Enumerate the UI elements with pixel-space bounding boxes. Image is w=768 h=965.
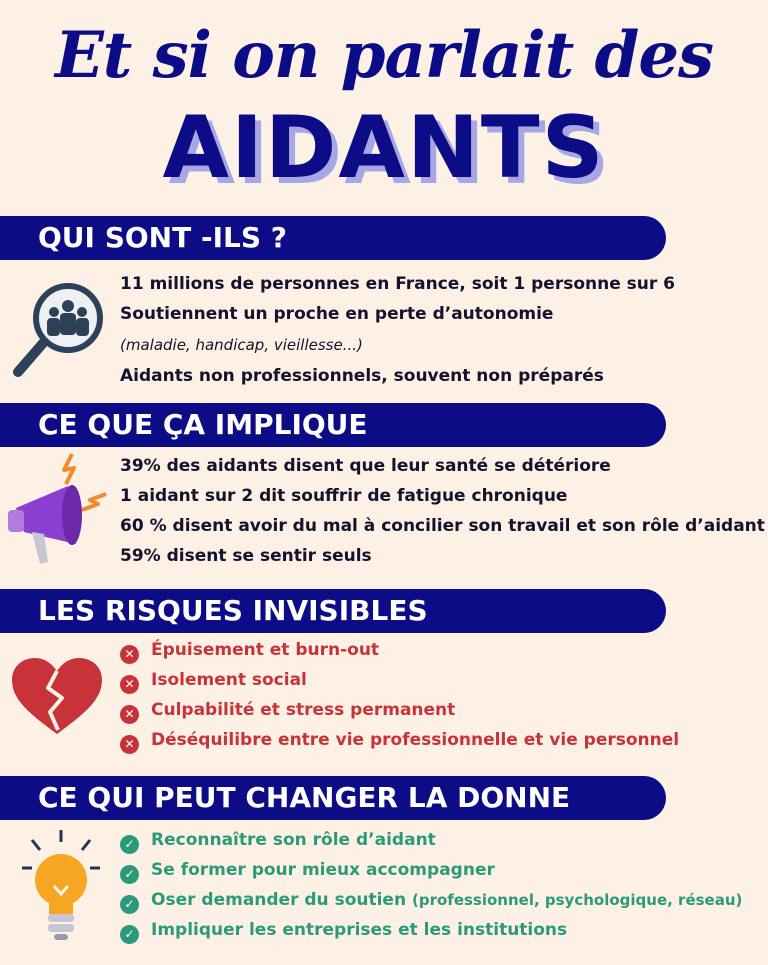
- cross-icon: ✕: [120, 735, 139, 754]
- list-item: 1 aidant sur 2 dit souffrir de fatigue chronique: [120, 486, 568, 506]
- megaphone-icon: [6, 452, 110, 570]
- solution-note: (professionnel, psychologique, réseau): [412, 891, 743, 909]
- title-main: AIDANTS: [162, 98, 606, 198]
- section-heading-les-risques-invisibles: LES RISQUES INVISIBLES: [0, 589, 666, 633]
- section-heading-ce-que-ca-implique: CE QUE ÇA IMPLIQUE: [0, 403, 666, 447]
- risk-item: ✕ Isolement social: [120, 670, 307, 694]
- cross-icon: ✕: [120, 705, 139, 724]
- section-heading-ce-qui-peut-changer-la-donne: CE QUI PEUT CHANGER LA DONNE: [0, 776, 666, 820]
- list-item: 59% disent se sentir seuls: [120, 546, 372, 566]
- list-item: Soutiennent un proche en perte d’autonomie: [120, 304, 554, 324]
- risk-item: ✕ Culpabilité et stress permanent: [120, 700, 455, 724]
- solution-item: ✓ Se former pour mieux accompagner: [120, 860, 495, 884]
- solution-item: ✓ Reconnaître son rôle d’aidant: [120, 830, 436, 854]
- check-icon: ✓: [120, 895, 139, 914]
- cross-icon: ✕: [120, 645, 139, 664]
- title-script: Et si on parlait des: [54, 18, 714, 93]
- list-item: Aidants non professionnels, souvent non préparés: [120, 366, 604, 386]
- risk-item: ✕ Déséquilibre entre vie professionnelle et vie personnel: [120, 730, 679, 754]
- cross-icon: ✕: [120, 675, 139, 694]
- risk-item: ✕ Épuisement et burn-out: [120, 640, 379, 664]
- section-heading-qui-sont-ils: QUI SONT -ILS ?: [0, 216, 666, 260]
- check-icon: ✓: [120, 835, 139, 854]
- list-item: 60 % disent avoir du mal à concilier son travail et son rôle d’aidant: [120, 516, 765, 536]
- list-item-note: (maladie, handicap, vieillesse...): [120, 336, 363, 354]
- list-item: 11 millions de personnes en France, soit 1 personne sur 6: [120, 274, 676, 294]
- solution-item: ✓ Impliquer les entreprises et les institutions: [120, 920, 567, 944]
- solution-item: ✓ Oser demander du soutien (professionnel, psychologique, réseau): [120, 890, 742, 914]
- list-item: 39% des aidants disent que leur santé se détériore: [120, 456, 611, 476]
- magnifier-people-icon: [10, 282, 106, 380]
- check-icon: ✓: [120, 925, 139, 944]
- broken-heart-icon: [10, 656, 104, 736]
- check-icon: ✓: [120, 865, 139, 884]
- lightbulb-icon: [20, 828, 102, 944]
